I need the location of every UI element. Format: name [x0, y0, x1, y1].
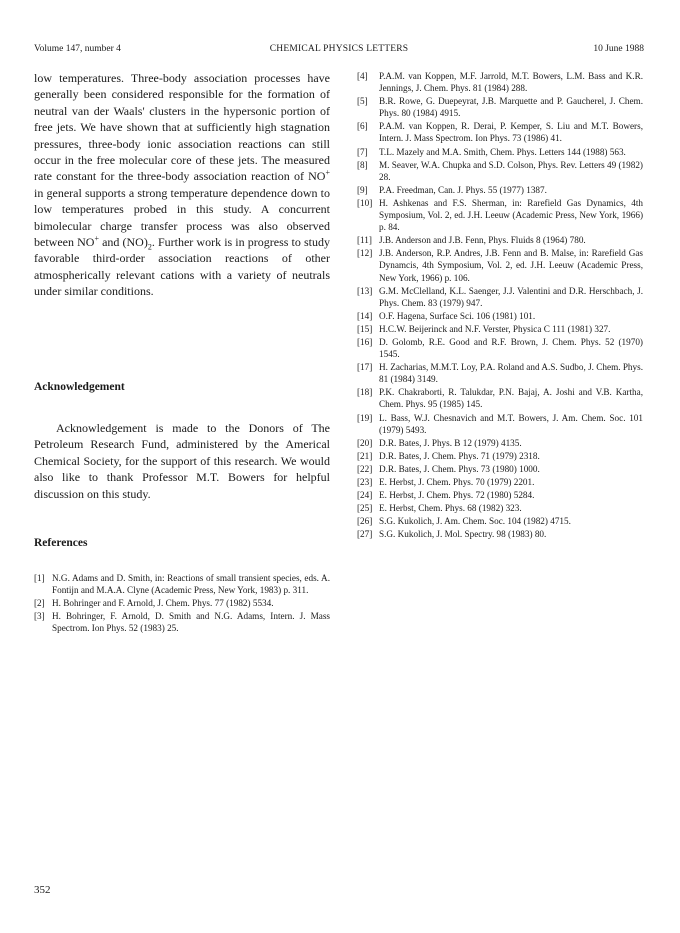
reference-item: [14] O.F. Hagena, Surface Sci. 106 (1981) 101. — [357, 310, 536, 321]
reference-item: [17] H. Zacharias, M.M.T. Loy, P.A. Roland and A.S. Sudbo, J. Chem. Phys. 81 (1984) 3149. — [357, 362, 643, 385]
reference-item: [6] P.A.M. van Koppen, R. Derai, P. Kemper, S. Liu and M.T. Bowers, Intern. J. Mass Spectrom. Ion Phys. 73 (1986) 41. — [357, 121, 643, 144]
reference-item: [8] M. Seaver, W.A. Chupka and S.D. Colson, Phys. Rev. Letters 49 (1982) 28. — [357, 159, 643, 182]
reference-item: [12] J.B. Anderson, R.P. Andres, J.B. Fenn and B. Malse, in: Rarefield Gas Dynamcis, 4th Symposium, Vol. 2, ed. J.H. Leeuw (Academic Press, New York, 1966) p. 106. — [357, 248, 643, 283]
reference-item: [10] H. Ashkenas and F.S. Sherman, in: Rarefield Gas Dynamics, 4th Symposium, Vol. 2, ed. J.H. Leeuw (Academic Press, New York, 1966) p. 84. — [357, 197, 643, 233]
volume-label: Volume 147, number 4 — [34, 44, 121, 54]
journal-title: CHEMICAL PHYSICS LETTERS — [269, 44, 409, 54]
acknowledgement-paragraph: Acknowledgement is made to the Donors of The Petroleum Research Fund, administered by the Americal Chemical Society, for the support of this research. We would also like to thank Professor M.T. Bowers for helpful discussion on this study. — [34, 421, 330, 501]
reference-item: [21] D.R. Bates, J. Chem. Phys. 71 (1979) 2318. — [357, 450, 540, 461]
reference-item: [3] H. Bohringer, F. Arnold, D. Smith and N.G. Adams, Intern. J. Mass Spectrom. Ion Phys. 52 (1983) 25. — [34, 611, 330, 634]
reference-item: [7] T.L. Mazely and M.A. Smith, Chem. Phys. Letters 144 (1988) 563. — [357, 146, 626, 157]
references-heading: References — [34, 537, 88, 549]
reference-list-left — [34, 572, 330, 635]
reference-item: [9] P.A. Freedman, Can. J. Phys. 55 (1977) 1387. — [357, 184, 547, 195]
reference-item: [15] H.C.W. Beijerinck and N.F. Verster, Physica C 111 (1981) 327. — [357, 323, 611, 334]
reference-item: [25] E. Herbst, Chem. Phys. 68 (1982) 323. — [357, 503, 522, 514]
reference-item: [20] D.R. Bates, J. Phys. B 12 (1979) 4135. — [357, 437, 522, 448]
left-column — [34, 70, 330, 634]
reference-item: [27] S.G. Kukolich, J. Mol. Spectry. 98 (1983) 80. — [357, 529, 547, 540]
reference-item: [23] E. Herbst, J. Chem. Phys. 70 (1979) 2201. — [357, 477, 535, 487]
page-number: 352 — [34, 884, 51, 896]
conclusion-paragraph: low temperatures. Three-body association processes have generally been considered responsible for the formation of neutral van der Waals' clusters in the hypersonic portion of free jets. We have shown that at sufficiently high stagnation pressures, three-body ionic association reactions can still occur in the free molecular core of these jets. The measured rate constant for the three-body association reaction of NO+ in general supports a strong temperature dependence down to low temperatures probed in this study. A concurrent bimolecular charge transfer process was also observed between NO+ and $(NO)_2$. Further work is in progress to study favorable third-order association reactions of other atmospherically relevant cations with a variety of neutrals under similar conditions. — [34, 71, 330, 299]
acknowledgement-heading: Acknowledgement — [34, 381, 125, 393]
running-header — [34, 44, 644, 58]
reference-list-right — [357, 70, 643, 541]
reference-item: [1] N.G. Adams and D. Smith, in: Reactions of small transient species, eds. A. Fontijn and M.A.A. Clyne (Academic Press, New York, 1983) p. 311. — [34, 573, 330, 596]
issue-date: 10 June 1988 — [593, 44, 644, 54]
reference-item: [5] B.R. Rowe, G. Duepeyrat, J.B. Marquette and P. Gaucherel, J. Chem. Phys. 80 (1984) 4915. — [357, 96, 643, 119]
reference-item: [2] H. Bohringer and F. Arnold, J. Chem. Phys. 77 (1982) 5534. — [34, 598, 274, 609]
reference-item: [26] S.G. Kukolich, J. Am. Chem. Soc. 104 (1982) 4715. — [357, 516, 571, 527]
reference-item: [4] P.A.M. van Koppen, M.F. Jarrold, M.T. Bowers, L.M. Bass and K.R. Jennings, J. Chem. Phys. 81 (1984) 288. — [357, 71, 643, 94]
acknowledgement-body — [34, 420, 330, 502]
reference-item: [19] L. Bass, W.J. Chesnavich and M.T. Bowers, J. Am. Chem. Soc. 101 (1979) 5493. — [357, 412, 643, 435]
reference-item: [11] J.B. Anderson and J.B. Fenn, Phys. Fluids 8 (1964) 780. — [357, 235, 586, 246]
reference-item: [18] P.K. Chakraborti, R. Talukdar, P.N. Bajaj, A. Joshi and V.B. Kartha, Chem. Phys. 95 (1985) 145. — [357, 387, 643, 410]
reference-item: [16] D. Golomb, R.E. Good and R.F. Brown, J. Chem. Phys. 52 (1970) 1545. — [357, 336, 643, 360]
reference-item: [22] D.R. Bates, J. Chem. Phys. 73 (1980) 1000. — [357, 463, 540, 474]
reference-item: [24] E. Herbst, J. Chem. Phys. 72 (1980) 5284. — [357, 490, 535, 501]
reference-item: [13] G.M. McClelland, K.L. Saenger, J.J. Valentini and D.R. Herschbach, J. Phys. Chem. 83 (1979) 947. — [357, 285, 643, 308]
